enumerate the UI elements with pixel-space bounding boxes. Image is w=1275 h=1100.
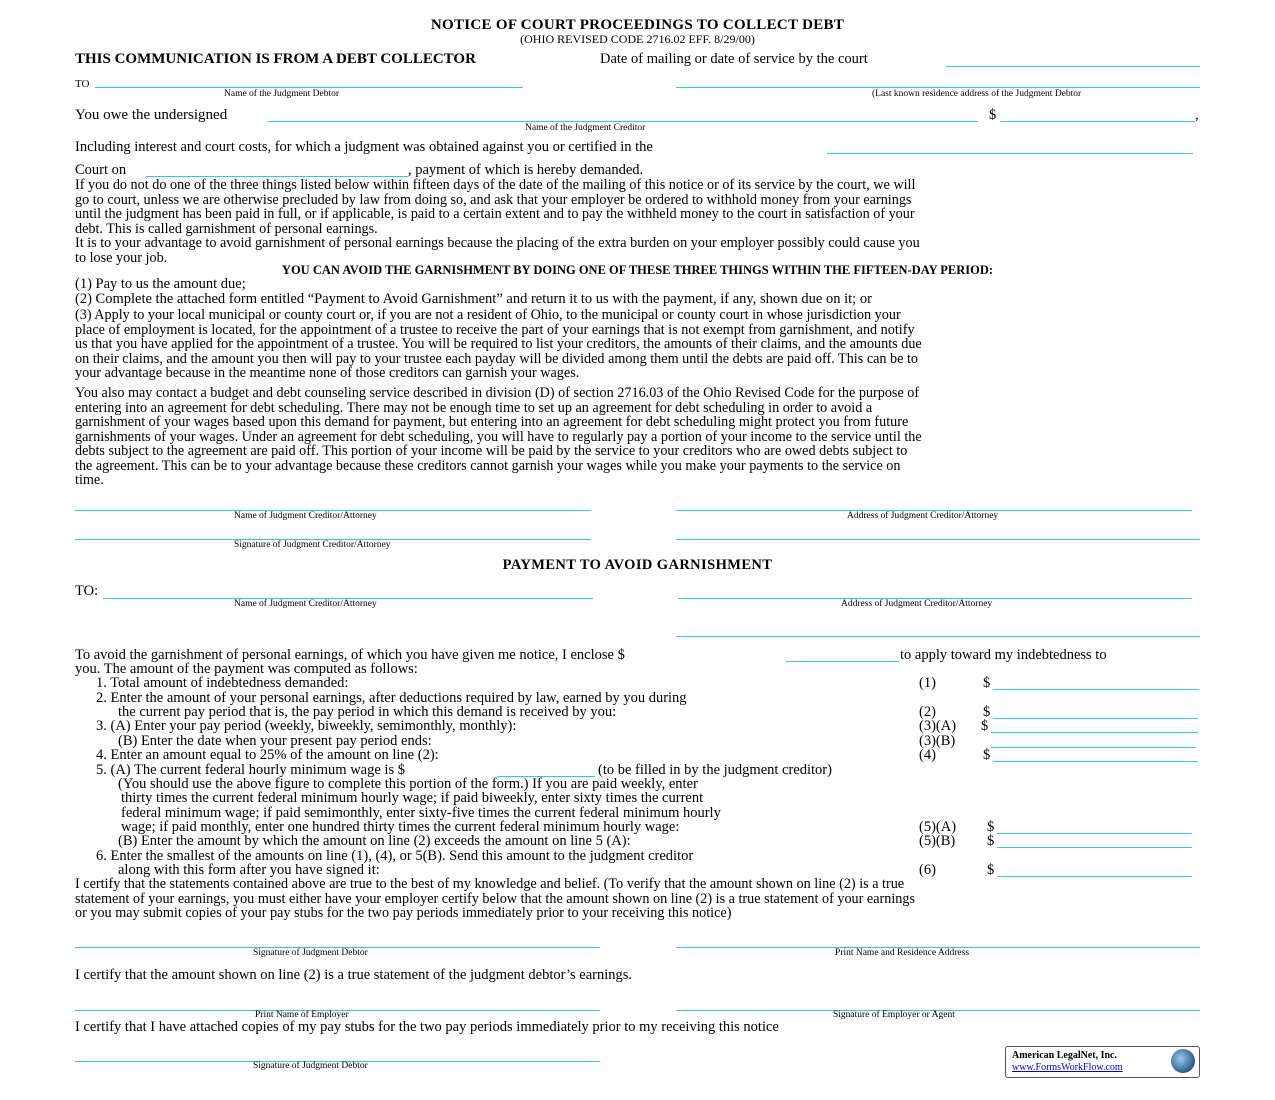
line-2-text-b: the current pay period that is, the pay period in which this demand is received by you: (118, 704, 617, 720)
code-4: (4) (919, 747, 936, 763)
line-5f-text: (B) Enter the amount by which the amount on line (2) exceeds the amount on line 5 (A): (118, 833, 631, 849)
code-3b: (3)(B) (919, 733, 956, 749)
line-2-text: 2. Enter the amount of your personal earnings, after deductions required by law, earned by you during (96, 690, 687, 706)
line-3a-field[interactable] (991, 732, 1198, 733)
dollar-5b: $ (987, 833, 995, 849)
date-label: Date of mailing or date of service by the court (600, 51, 868, 67)
owe-dollar: $ (989, 107, 997, 123)
employer-signature-label: Signature of Employer or Agent (833, 1010, 955, 1020)
creditor-attorney-name-label: Name of Judgment Creditor/Attorney (234, 511, 377, 521)
option-2: (2) Complete the attached form entitled “Payment to Avoid Garnishment” and return it to us with the payment, if any, shown due on it; or (75, 291, 872, 307)
dollar-4: $ (983, 747, 991, 763)
line-2-amount-field[interactable] (993, 718, 1198, 719)
payment-to-label: TO: (75, 583, 99, 599)
to-label: TO (75, 78, 90, 90)
print-name-address-label: Print Name and Residence Address (835, 948, 970, 958)
option-3: (3) Apply to your local municipal or county court or, if you are not a resident of Ohio, to the municipal or county court in whose jurisdiction your place of employment is located, for the appointment of a trustee to receive the part of your earnings that is not exempt from garnishment, and notify us that you have applied for the appointment of a trustee. You will be required to list your creditors, the amounts of their claims, and the amounts due on their claims, and the amount you then will pay to your trustee each payday will be divided among them until the debts are paid off. This can be to your advantage because in the meantime none of those creditors can garnish your wages. (75, 307, 922, 381)
line-3b-field[interactable] (991, 747, 1196, 748)
creditor-attorney-address-label: Address of Judgment Creditor/Attorney (847, 511, 999, 521)
line-1-amount-field[interactable] (993, 689, 1199, 690)
garnishment-paragraph: If you do not do one of the three things listed below within fifteen days of the date of the mailing of this notice or of its service by the court, we will go to court, unless we are otherwise precluded by law from doing so, and ask that your employer be ordered to withhold money from your earnings until the judgment has been paid in full, or if applicable, is paid to a certain extent and to pay the withheld money to the court in satisfaction of your debt. This is called garnishment of personal earnings. It is to your advantage to avoid garnishment of personal earnings because the placing of the extra burden on your employer possibly could cause you to lose your job. (75, 177, 920, 266)
line-5e-text: wage; if paid monthly, enter one hundred thirty times the current federal minimum hourly wage: (121, 819, 680, 835)
computed-text: you. The amount of the payment was computed as follows: (75, 661, 418, 677)
creditor-name-field[interactable] (268, 121, 978, 122)
debtor-signature-label-2: Signature of Judgment Debtor (253, 1061, 368, 1071)
code-1: (1) (919, 675, 936, 691)
payment-address-label: Address of Judgment Creditor/Attorney (841, 599, 993, 609)
payment-name-label: Name of Judgment Creditor/Attorney (234, 599, 377, 609)
employer-certify-text: I certify that the amount shown on line (2) is a true statement of the judgment debtor’s earnings. (75, 967, 633, 983)
dollar-1: $ (983, 675, 991, 691)
payment-creditor-address-field-2[interactable] (676, 636, 1200, 637)
owe-label: You owe the undersigned (75, 107, 228, 123)
debtor-name-field[interactable] (95, 87, 523, 88)
code-5a: (5)(A) (919, 819, 957, 835)
owe-amount-field[interactable] (1000, 121, 1195, 122)
creditor-name-label: Name of the Judgment Creditor (525, 123, 646, 133)
company-url[interactable]: www.FormsWorkFlow.com (1012, 1062, 1123, 1073)
avoid-heading: YOU CAN AVOID THE GARNISHMENT BY DOING ONE OF THESE THREE THINGS WITHIN THE FIFTEEN-DAY PERIOD: (281, 263, 994, 277)
line-5a-text: 5. (A) The current federal hourly minimum wage is $ (96, 762, 405, 778)
form-subtitle: (OHIO REVISED CODE 2716.02 EFF. 8/29/00) (520, 32, 755, 46)
line-6-text: 6. Enter the smallest of the amounts on line (1), (4), or 5(B). Send this amount to the judgment creditor (96, 848, 694, 864)
line-5b-amount-field[interactable] (997, 847, 1192, 848)
certify-paragraph: I certify that the statements contained above are true to the best of my knowledge and belief. (To verify that the amount shown on line (2) is a true statement of your earnings, you must either have your employer certify below that the amount shown on line (2) is a true statement of your earnings or you may submit copies of your pay stubs for the two pay periods immediately prior to your receiving this notice) (75, 876, 915, 921)
line-5d-text: federal minimum wage; if paid semimonthly, enter sixty-five times the current federal minimum hourly (121, 805, 721, 821)
debtor-name-label: Name of the Judgment Debtor (224, 89, 340, 99)
line-3b-text: (B) Enter the date when your present pay period ends: (118, 733, 432, 749)
code-2: (2) (919, 704, 936, 720)
dollar-6: $ (987, 862, 995, 878)
enclose-text-2: to apply toward my indebtedness to (900, 647, 1107, 663)
american-legalnet-logo[interactable] (1005, 1046, 1200, 1078)
creditor-attorney-address-field-2[interactable] (676, 539, 1200, 540)
code-6: (6) (919, 862, 936, 878)
debt-collector-notice: THIS COMMUNICATION IS FROM A DEBT COLLECTOR (75, 51, 476, 67)
dollar-5a: $ (987, 819, 995, 835)
line-5a-amount-field[interactable] (997, 833, 1192, 834)
stubs-certify-text: I certify that I have attached copies of my pay stubs for the two pay periods immediately prior to my receiving this notice (75, 1019, 779, 1035)
line-3a-text: 3. (A) Enter your pay period (weekly, biweekly, semimonthly, monthly): (96, 718, 517, 734)
option-1: (1) Pay to us the amount due; (75, 276, 246, 292)
creditor-attorney-signature-label: Signature of Judgment Creditor/Attorney (234, 540, 391, 550)
line-4-text: 4. Enter an amount equal to 25% of the amount on line (2): (96, 747, 439, 763)
line-4-amount-field[interactable] (993, 761, 1198, 762)
debtor-address-field[interactable] (676, 87, 1200, 88)
enclose-text: To avoid the garnishment of personal earnings, of which you have given me notice, I enclose $ (75, 647, 625, 663)
dollar-2: $ (983, 704, 991, 720)
court-on-label: Court on (75, 162, 127, 178)
line-6-text-b: along with this form after you have signed it: (118, 862, 380, 878)
globe-icon (1171, 1049, 1195, 1073)
line-5b-text: (You should use the above figure to complete this portion of the form.) If you are paid weekly, enter (118, 776, 698, 792)
enclose-amount-field[interactable] (786, 661, 899, 662)
company-name: American LegalNet, Inc. (1012, 1050, 1117, 1061)
date-field[interactable] (946, 66, 1200, 67)
court-name-field[interactable] (827, 153, 1193, 154)
payment-heading: PAYMENT TO AVOID GARNISHMENT (502, 557, 773, 573)
dollar-3a: $ (981, 718, 989, 734)
payment-demanded: , payment of which is hereby demanded. (408, 162, 644, 178)
form-title: NOTICE OF COURT PROCEEDINGS TO COLLECT DEBT (430, 17, 845, 33)
debtor-address-label: (Last known residence address of the Judgment Debtor (872, 89, 1082, 99)
line-1-text: 1. Total amount of indebtedness demanded: (96, 675, 349, 691)
code-3a: (3)(A) (919, 718, 957, 734)
line-5a-text-2: (to be filled in by the judgment creditor) (598, 762, 832, 778)
debtor-signature-label: Signature of Judgment Debtor (253, 948, 368, 958)
code-5b: (5)(B) (919, 833, 956, 849)
line-5c-text: thirty times the current federal minimum hourly wage; if paid biweekly, enter sixty times the current (121, 790, 704, 806)
including-text: Including interest and court costs, for which a judgment was obtained against you or certified in the (75, 139, 653, 155)
owe-comma: , (1195, 107, 1199, 123)
employer-name-label: Print Name of Employer (255, 1010, 349, 1020)
debt-counseling-paragraph: You also may contact a budget and debt counseling service described in division (D) of section 2716.03 of the Ohio Revised Code for the purpose of entering into an agreement for debt scheduling. There may not be enough time to set up an agreement for debt scheduling in order to avoid a garnishment of your wages based upon this demand for payment, but entering into an agreement for debt scheduling might protect you from future garnishments of your wages. Under an agreement for debt scheduling, you will have to regularly pay a portion of your income to the service until the debts subject to the agreement are paid off. This portion of your income will be paid by the service to your creditors who are owed debts subject to the agreement. This can be to your advantage because these creditors cannot garnish your wages while you make your payments to the service on time. (75, 385, 922, 488)
